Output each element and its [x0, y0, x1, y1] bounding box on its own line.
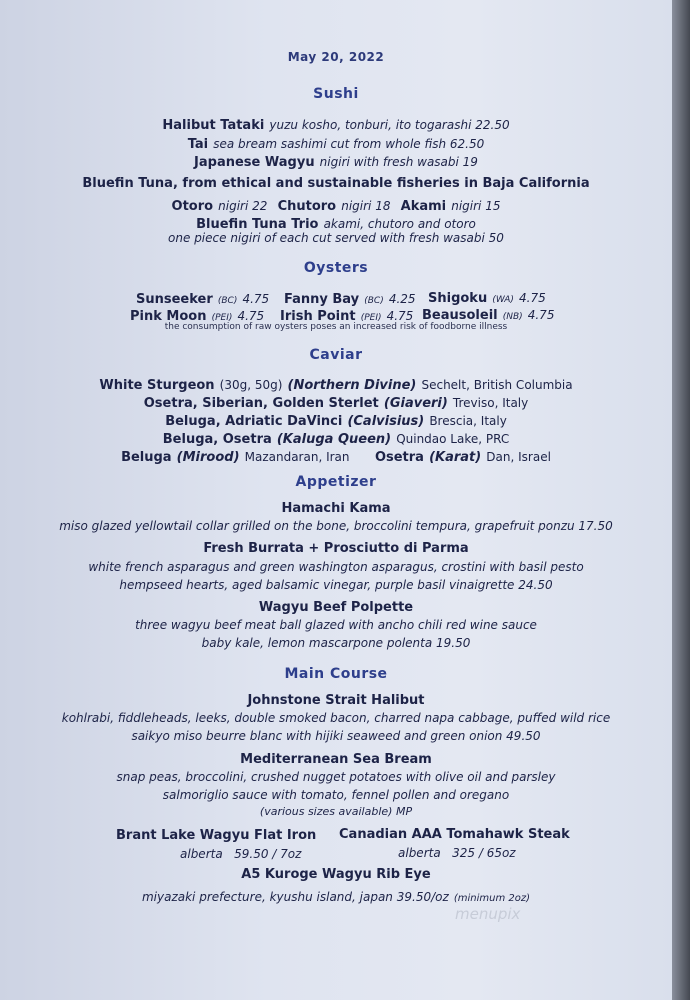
caviar-brand: (Karat)	[429, 450, 482, 465]
caviar-origin: Sechelt, British Columbia	[421, 378, 573, 392]
oyster-name: Pink Moon	[130, 309, 207, 324]
oyster-origin: (WA)	[492, 295, 514, 305]
appetizer-desc: white french asparagus and green washington asparagus, crostini with basil pesto	[88, 560, 584, 574]
sushi-halibut-tataki	[0, 114, 672, 133]
appetizer-desc: hempseed hearts, aged balsamic vinegar, purple basil vinaigrette 24.50	[119, 578, 553, 592]
menu-date: May 20, 2022	[287, 50, 385, 64]
oyster-name: Irish Point	[280, 309, 356, 324]
section-appetizer: Appetizer	[295, 474, 377, 490]
item-name: Chutoro	[277, 199, 337, 214]
section-main-course: Main Course	[284, 666, 388, 682]
section-oysters: Oysters	[303, 260, 369, 276]
item-name: Japanese Wagyu	[194, 155, 315, 170]
main-desc: saikyo miso beurre blanc with hijiki seaweed and green onion 49.50	[131, 729, 541, 743]
appetizer-name: Wagyu Beef Polpette	[258, 600, 414, 615]
oyster-origin: (NB)	[502, 312, 523, 322]
caviar-brand: (Calvisius)	[347, 414, 425, 429]
oyster-name: Beausoleil	[422, 308, 498, 323]
sushi-tai	[0, 133, 672, 152]
oyster-name: Fanny Bay	[284, 292, 360, 307]
main-note: (minimum 2oz)	[453, 893, 531, 904]
appetizer-desc: miso glazed yellowtail collar grilled on the bone, broccolini tempura, grapefruit ponzu 17.50	[59, 519, 613, 533]
section-caviar: Caviar	[309, 347, 363, 363]
main-desc: alberta 59.50 / 7oz	[180, 847, 302, 861]
caviar-name: White Sturgeon	[99, 378, 215, 393]
item-desc: yuzu kosho, tonburi, ito togarashi 22.50	[269, 118, 510, 132]
caviar-item	[0, 428, 672, 447]
caviar-item-pair	[0, 446, 672, 465]
caviar-name: Beluga, Osetra	[162, 432, 272, 447]
caviar-origin: Mazandaran, Iran	[244, 450, 350, 464]
item-name: Tai	[187, 137, 209, 152]
caviar-brand: (Northern Divine)	[287, 378, 417, 393]
item-desc: akami, chutoro and otoro	[323, 217, 476, 231]
appetizer-desc: three wagyu beef meat ball glazed with ancho chili red wine sauce	[135, 618, 537, 632]
main-name: Brant Lake Wagyu Flat Iron	[116, 828, 317, 843]
watermark-logo: menupix	[455, 905, 521, 923]
oyster-item	[422, 304, 554, 323]
oyster-origin: (BC)	[364, 296, 384, 306]
oyster-origin: (PEI)	[360, 313, 382, 323]
caviar-name: Osetra, Siberian, Golden Sterlet	[143, 396, 379, 411]
item-name: Halibut Tataki	[162, 118, 265, 133]
oyster-price: 4.75	[386, 309, 414, 323]
caviar-name: Osetra	[374, 450, 424, 465]
oyster-origin: (BC)	[217, 296, 238, 306]
main-a5-line	[0, 886, 672, 905]
sushi-japanese-wagyu	[0, 151, 672, 170]
oyster-price: 4.75	[237, 309, 265, 323]
main-desc: kohlrabi, fiddleheads, leeks, double smoked bacon, charred napa cabbage, puffed wild rice	[61, 711, 611, 725]
oyster-warning: the consumption of raw oysters poses an increased risk of foodborne illness	[164, 322, 508, 332]
appetizer-desc: baby kale, lemon mascarpone polenta 19.50	[201, 636, 471, 650]
item-desc: sea bream sashimi cut from whole fish 62.50	[213, 137, 485, 151]
main-desc: snap peas, broccolini, crushed nugget potatoes with olive oil and parsley	[116, 770, 556, 784]
caviar-brand: (Giaveri)	[383, 396, 448, 411]
caviar-origin: Quindao Lake, PRC	[396, 432, 510, 446]
main-desc: miyazaki prefecture, kyushu island, japan 39.50/oz	[141, 890, 449, 904]
item-desc: nigiri 15	[451, 199, 501, 213]
bluefin-heading: Bluefin Tuna, from ethical and sustainable fisheries in Baja California	[82, 176, 590, 191]
oyster-price: 4.75	[527, 308, 555, 322]
oyster-name: Sunseeker	[136, 292, 213, 307]
main-note: (various sizes available) MP	[259, 805, 413, 818]
caviar-brand: (Mirood)	[176, 450, 240, 465]
oyster-price: 4.25	[388, 292, 416, 306]
oyster-origin: (PEI)	[211, 313, 233, 323]
caviar-item	[0, 374, 672, 393]
caviar-item	[0, 410, 672, 429]
bluefin-trio	[0, 213, 672, 232]
main-desc: alberta 325 / 65oz	[398, 846, 516, 860]
appetizer-name: Fresh Burrata + Prosciutto di Parma	[203, 541, 469, 556]
item-name: Bluefin Tuna Trio	[196, 217, 319, 232]
caviar-brand: (Kaluga Queen)	[276, 432, 392, 447]
section-sushi: Sushi	[313, 86, 359, 102]
oyster-price: 4.75	[242, 292, 270, 306]
item-name: Akami	[400, 199, 447, 214]
caviar-name: Beluga	[121, 450, 172, 465]
main-name: Mediterranean Sea Bream	[240, 752, 432, 767]
main-name: Canadian AAA Tomahawk Steak	[339, 827, 570, 842]
oyster-price: 4.75	[519, 291, 546, 305]
bluefin-cuts	[0, 195, 672, 214]
item-name: Otoro	[171, 199, 214, 214]
main-desc: salmoriglio sauce with tomato, fennel pollen and oregano	[162, 788, 510, 802]
appetizer-name: Hamachi Kama	[281, 501, 391, 516]
caviar-item	[0, 392, 672, 411]
caviar-origin: Dan, Israel	[486, 450, 551, 464]
caviar-origin: Treviso, Italy	[452, 396, 529, 410]
paper-edge-shadow	[672, 0, 690, 1000]
main-name: A5 Kuroge Wagyu Rib Eye	[241, 867, 431, 882]
caviar-name: Beluga, Adriatic DaVinci	[165, 414, 343, 429]
main-name: Johnstone Strait Halibut	[247, 693, 425, 708]
caviar-size: (30g, 50g)	[219, 378, 283, 392]
item-desc: nigiri 18	[341, 199, 391, 213]
caviar-origin: Brescia, Italy	[429, 414, 507, 428]
oyster-name: Shigoku	[428, 291, 488, 306]
bluefin-trio-note: one piece nigiri of each cut served with fresh wasabi 50	[168, 231, 504, 245]
item-desc: nigiri with fresh wasabi 19	[319, 155, 478, 169]
item-desc: nigiri 22	[218, 199, 268, 213]
